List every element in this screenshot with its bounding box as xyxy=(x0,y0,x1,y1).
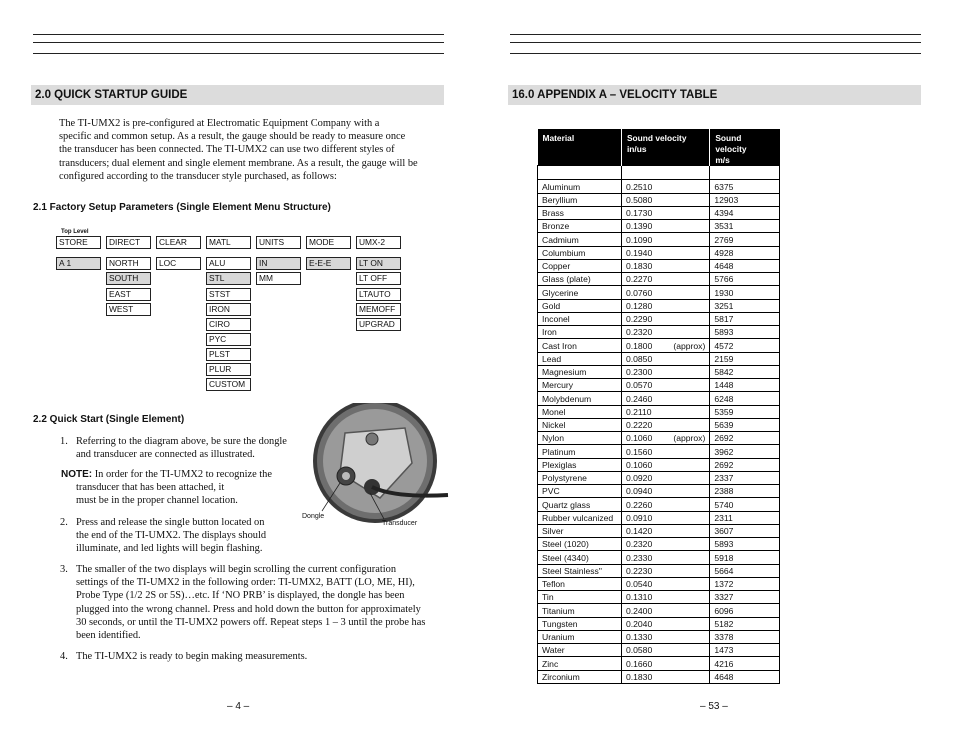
velocity-in-us-value: 0.2300 xyxy=(625,367,653,378)
table-row xyxy=(538,339,780,352)
step-line: been identified. xyxy=(76,630,141,642)
table-row xyxy=(538,418,780,431)
velocity-in-us-cell xyxy=(621,352,709,365)
menu-umx-lt-off: LT OFF xyxy=(356,272,401,285)
velocity-m-s-cell: 5639 xyxy=(710,418,780,431)
velocity-m-s-cell: 3531 xyxy=(710,220,780,233)
header-material: Material xyxy=(538,129,622,166)
velocity-in-us-value: 0.2260 xyxy=(625,499,653,510)
table-row xyxy=(538,657,780,670)
velocity-in-us-value: 0.1660 xyxy=(625,658,653,669)
table-row xyxy=(538,352,780,365)
material-cell: Zirconium xyxy=(538,670,622,683)
velocity-m-s-cell: 1930 xyxy=(710,286,780,299)
velocity-in-us-value: 0.2290 xyxy=(625,314,653,325)
table-row xyxy=(538,233,780,246)
material-cell: Monel xyxy=(538,405,622,418)
velocity-in-us-cell xyxy=(621,551,709,564)
velocity-m-s-cell: 6248 xyxy=(710,392,780,405)
velocity-m-s-cell: 4572 xyxy=(710,339,780,352)
menu-clear: CLEAR xyxy=(156,236,201,249)
material-cell: Teflon xyxy=(538,577,622,590)
table-row xyxy=(538,577,780,590)
material-cell: Glycerine xyxy=(538,286,622,299)
menu-direct-north: NORTH xyxy=(106,257,151,270)
velocity-in-us-value: 0.2220 xyxy=(625,420,653,431)
table-row xyxy=(538,630,780,643)
intro-line: transducers; dual element and single element membrane. As a result, the gauge will be xyxy=(59,157,418,169)
header-rule-1 xyxy=(33,34,444,35)
step-number: 3. xyxy=(60,564,68,575)
material-cell: Inconel xyxy=(538,312,622,325)
step-number: 4. xyxy=(60,651,68,662)
header-rule-3 xyxy=(510,53,921,54)
header-rule-1 xyxy=(510,34,921,35)
menu-direct: DIRECT xyxy=(106,236,151,249)
velocity-in-us-value: 0.1090 xyxy=(625,234,653,245)
menu-matl-plur: PLUR xyxy=(206,363,251,376)
velocity-in-us-cell xyxy=(621,458,709,471)
velocity-in-us-value: 0.2110 xyxy=(625,406,652,417)
table-row xyxy=(538,299,780,312)
velocity-in-us-cell xyxy=(621,379,709,392)
material-cell: Mercury xyxy=(538,379,622,392)
menu-matl-pyc: PYC xyxy=(206,333,251,346)
velocity-in-us-value: 0.0910 xyxy=(625,512,653,523)
velocity-in-us-cell xyxy=(621,312,709,325)
velocity-m-s-cell: 5664 xyxy=(710,564,780,577)
velocity-in-us-cell xyxy=(621,644,709,657)
material-cell: Steel (4340) xyxy=(538,551,622,564)
velocity-in-us-value: 0.2320 xyxy=(625,327,653,338)
velocity-in-us-cell xyxy=(621,591,709,604)
menu-matl-custom: CUSTOM xyxy=(206,378,251,391)
table-spacer-row xyxy=(538,166,780,180)
transducer-label: Transducer xyxy=(382,520,418,527)
approx-note: (approx) xyxy=(673,340,706,351)
table-row xyxy=(538,644,780,657)
velocity-in-us-value: 0.2230 xyxy=(625,565,653,576)
material-cell: Quartz glass xyxy=(538,498,622,511)
header-in-us: Sound velocity in/us xyxy=(621,129,709,166)
velocity-in-us-value: 0.2400 xyxy=(625,605,653,616)
table-row xyxy=(538,471,780,484)
velocity-in-us-cell xyxy=(621,233,709,246)
page-number: – 4 – xyxy=(227,701,250,712)
velocity-in-us-cell xyxy=(621,405,709,418)
velocity-in-us-value: 0.1060 xyxy=(625,433,653,444)
header-rule-2 xyxy=(33,42,444,43)
velocity-m-s-cell: 5918 xyxy=(710,551,780,564)
velocity-m-s-cell: 5842 xyxy=(710,365,780,378)
velocity-in-us-value: 0.1940 xyxy=(625,247,653,258)
velocity-m-s-cell: 4394 xyxy=(710,206,780,219)
velocity-in-us-value: 0.1560 xyxy=(625,446,653,457)
velocity-m-s-cell: 12903 xyxy=(710,193,780,206)
velocity-in-us-value: 0.1060 xyxy=(625,459,653,470)
menu-umx-upgrad: UPGRAD xyxy=(356,318,401,331)
material-cell: Nylon xyxy=(538,432,622,445)
approx-note: (approx) xyxy=(673,433,706,444)
menu-direct-west: WEST xyxy=(106,303,151,316)
menu-units: UNITS xyxy=(256,236,301,249)
velocity-m-s-cell: 2159 xyxy=(710,352,780,365)
velocity-in-us-cell xyxy=(621,365,709,378)
material-cell: Molybdenum xyxy=(538,392,622,405)
velocity-in-us-cell xyxy=(621,471,709,484)
menu-matl-stst: STST xyxy=(206,288,251,301)
section-title: 16.0 APPENDIX A – VELOCITY TABLE xyxy=(508,85,921,105)
menu-units-in: IN xyxy=(256,257,301,270)
velocity-in-us-value: 0.1830 xyxy=(625,261,653,272)
table-row xyxy=(538,604,780,617)
material-cell: Rubber vulcanized xyxy=(538,511,622,524)
velocity-in-us-cell xyxy=(621,339,709,352)
table-row xyxy=(538,206,780,219)
menu-mode-eee: E-E-E xyxy=(306,257,351,270)
velocity-m-s-cell: 2692 xyxy=(710,432,780,445)
velocity-table-wrap xyxy=(537,129,780,684)
material-cell: PVC xyxy=(538,485,622,498)
velocity-m-s-cell: 2311 xyxy=(710,511,780,524)
step-number: 2. xyxy=(60,517,68,528)
velocity-m-s-cell: 3607 xyxy=(710,524,780,537)
velocity-in-us-value: 0.1280 xyxy=(625,300,653,311)
velocity-in-us-cell xyxy=(621,511,709,524)
velocity-m-s-cell: 3962 xyxy=(710,445,780,458)
intro-line: specific and common setup. As a result, the gauge should be ready to measure once xyxy=(59,131,406,143)
intro-line: The TI-UMX2 is pre-configured at Electromatic Equipment Company with a xyxy=(59,118,380,129)
menu-umx2: UMX-2 xyxy=(356,236,401,249)
velocity-in-us-cell xyxy=(621,273,709,286)
header-rule-3 xyxy=(33,53,444,54)
material-cell: Copper xyxy=(538,259,622,272)
menu-store-a1: A 1 xyxy=(56,257,101,270)
note-block xyxy=(61,468,301,508)
velocity-m-s-cell: 5766 xyxy=(710,273,780,286)
dongle-label: Dongle xyxy=(302,513,325,520)
menu-store: STORE xyxy=(56,236,101,249)
table-row xyxy=(538,445,780,458)
velocity-in-us-cell xyxy=(621,432,709,445)
table-row xyxy=(538,511,780,524)
material-cell: Titanium xyxy=(538,604,622,617)
menu-matl-alu: ALU xyxy=(206,257,251,270)
material-cell: Iron xyxy=(538,326,622,339)
velocity-in-us-value: 0.5080 xyxy=(625,194,653,205)
velocity-in-us-cell xyxy=(621,286,709,299)
subsection-2-1-heading: 2.1 Factory Setup Parameters (Single Element Menu Structure) xyxy=(33,202,331,213)
velocity-in-us-cell xyxy=(621,630,709,643)
velocity-in-us-cell xyxy=(621,538,709,551)
table-row xyxy=(538,551,780,564)
velocity-in-us-value: 0.2460 xyxy=(625,393,653,404)
material-cell: Steel (1020) xyxy=(538,538,622,551)
step-line: illuminate, and led lights will begin flashing. xyxy=(76,543,263,555)
menu-matl-stl: STL xyxy=(206,272,251,285)
step-line: settings of the TI-UMX2 in the following order: TI-UMX2, BATT (LO, ME, HI), xyxy=(76,577,415,589)
table-row xyxy=(538,246,780,259)
material-cell: Tungsten xyxy=(538,617,622,630)
velocity-in-us-cell xyxy=(621,206,709,219)
material-cell: Nickel xyxy=(538,418,622,431)
step-line: 30 seconds, or until the TI-UMX2 powers off. Repeat steps 1 – 3 until the probe has xyxy=(76,616,426,628)
material-cell: Plexiglas xyxy=(538,458,622,471)
velocity-m-s-cell: 4216 xyxy=(710,657,780,670)
velocity-in-us-value: 0.2270 xyxy=(625,274,653,285)
material-cell: Silver xyxy=(538,524,622,537)
velocity-in-us-value: 0.2510 xyxy=(625,181,653,192)
velocity-in-us-cell xyxy=(621,670,709,683)
material-cell: Zinc xyxy=(538,657,622,670)
material-cell: Tin xyxy=(538,591,622,604)
menu-matl-plst: PLST xyxy=(206,348,251,361)
table-row xyxy=(538,524,780,537)
material-cell: Steel Stainless" xyxy=(538,564,622,577)
note-line: must be in the proper channel location. xyxy=(76,495,238,507)
table-row xyxy=(538,485,780,498)
velocity-table xyxy=(537,129,780,684)
velocity-m-s-cell: 3378 xyxy=(710,630,780,643)
velocity-in-us-cell xyxy=(621,180,709,193)
velocity-in-us-value: 0.0570 xyxy=(625,380,653,391)
menu-units-mm: MM xyxy=(256,272,301,285)
velocity-m-s-cell: 6375 xyxy=(710,180,780,193)
velocity-m-s-cell: 5359 xyxy=(710,405,780,418)
table-row xyxy=(538,286,780,299)
table-row xyxy=(538,273,780,286)
velocity-in-us-cell xyxy=(621,392,709,405)
material-cell: Cast Iron xyxy=(538,339,622,352)
velocity-in-us-value: 0.1420 xyxy=(625,526,653,537)
velocity-m-s-cell: 2692 xyxy=(710,458,780,471)
step-1 xyxy=(60,435,305,461)
material-cell: Beryllium xyxy=(538,193,622,206)
velocity-m-s-cell: 3327 xyxy=(710,591,780,604)
table-row xyxy=(538,180,780,193)
velocity-in-us-value: 0.0940 xyxy=(625,486,653,497)
step-line: the end of the TI-UMX2. The displays should xyxy=(76,530,267,542)
intro-line: the transducer has been connected. The TI-UMX2 can use two different styles of xyxy=(59,144,395,156)
velocity-m-s-cell: 3251 xyxy=(710,299,780,312)
step-line: The TI-UMX2 is ready to begin making measurements. xyxy=(76,651,308,662)
menu-clear-loc: LOC xyxy=(156,257,201,270)
menu-matl: MATL xyxy=(206,236,251,249)
table-row xyxy=(538,259,780,272)
note-line: transducer that has been attached, it xyxy=(76,482,225,494)
velocity-in-us-cell xyxy=(621,445,709,458)
table-row xyxy=(538,365,780,378)
material-cell: Polystyrene xyxy=(538,471,622,484)
velocity-m-s-cell: 5182 xyxy=(710,617,780,630)
step-line: Referring to the diagram above, be sure the dongle xyxy=(76,436,287,447)
material-cell: Columbium xyxy=(538,246,622,259)
table-row xyxy=(538,564,780,577)
note-line: In order for the TI-UMX2 to recognize the xyxy=(94,469,272,480)
table-row xyxy=(538,326,780,339)
velocity-in-us-cell xyxy=(621,604,709,617)
velocity-in-us-cell xyxy=(621,485,709,498)
velocity-in-us-value: 0.0920 xyxy=(625,473,653,484)
velocity-m-s-cell: 5893 xyxy=(710,326,780,339)
table-row xyxy=(538,458,780,471)
velocity-in-us-value: 0.0580 xyxy=(625,645,653,656)
material-cell: Magnesium xyxy=(538,365,622,378)
velocity-in-us-value: 0.1330 xyxy=(625,632,653,643)
velocity-in-us-cell xyxy=(621,418,709,431)
velocity-in-us-cell xyxy=(621,299,709,312)
table-row xyxy=(538,538,780,551)
velocity-in-us-cell xyxy=(621,617,709,630)
velocity-in-us-value: 0.1310 xyxy=(625,592,653,603)
material-cell: Glass (plate) xyxy=(538,273,622,286)
table-row xyxy=(538,220,780,233)
material-cell: Aluminum xyxy=(538,180,622,193)
menu-mode: MODE xyxy=(306,236,351,249)
velocity-m-s-cell: 4648 xyxy=(710,259,780,272)
table-row xyxy=(538,591,780,604)
velocity-m-s-cell: 1448 xyxy=(710,379,780,392)
menu-matl-iron: IRON xyxy=(206,303,251,316)
subsection-2-2-heading: 2.2 Quick Start (Single Element) xyxy=(33,414,185,425)
step-3 xyxy=(60,563,450,642)
velocity-m-s-cell: 4648 xyxy=(710,670,780,683)
velocity-in-us-value: 0.1800 xyxy=(625,340,653,351)
step-number: 1. xyxy=(60,436,68,447)
velocity-in-us-value: 0.1730 xyxy=(625,208,653,219)
material-cell: Uranium xyxy=(538,630,622,643)
menu-direct-south: SOUTH xyxy=(106,272,151,285)
velocity-in-us-cell xyxy=(621,564,709,577)
velocity-in-us-value: 0.0760 xyxy=(625,287,653,298)
velocity-m-s-cell: 1372 xyxy=(710,577,780,590)
section-title: 2.0 QUICK STARTUP GUIDE xyxy=(31,85,444,105)
material-cell: Brass xyxy=(538,206,622,219)
table-row xyxy=(538,498,780,511)
velocity-in-us-cell xyxy=(621,657,709,670)
velocity-in-us-cell xyxy=(621,524,709,537)
velocity-in-us-cell xyxy=(621,246,709,259)
header-rule-2 xyxy=(510,42,921,43)
table-row xyxy=(538,392,780,405)
material-cell: Water xyxy=(538,644,622,657)
step-line: The smaller of the two displays will begin scrolling the current configuration xyxy=(76,564,397,575)
velocity-m-s-cell: 5893 xyxy=(710,538,780,551)
intro-paragraph xyxy=(59,117,449,183)
header-m-s: Sound velocity m/s xyxy=(710,129,780,166)
velocity-in-us-cell xyxy=(621,326,709,339)
menu-umx-memoff: MEMOFF xyxy=(356,303,401,316)
table-row xyxy=(538,670,780,683)
page-number: – 53 – xyxy=(700,701,728,712)
velocity-in-us-value: 0.0540 xyxy=(625,579,653,590)
table-header-row xyxy=(538,129,780,166)
velocity-m-s-cell: 4928 xyxy=(710,246,780,259)
menu-umx-ltauto: LTAUTO xyxy=(356,288,401,301)
velocity-in-us-value: 0.1830 xyxy=(625,671,653,682)
step-2 xyxy=(60,516,305,556)
top-level-label: Top Level xyxy=(61,229,89,235)
velocity-in-us-value: 0.2040 xyxy=(625,618,653,629)
step-4 xyxy=(60,650,450,663)
step-line: Probe Type (1/2 2S or 5S)…etc. If ‘NO PRB’ is displayed, the dongle has been xyxy=(76,590,405,602)
menu-direct-east: EAST xyxy=(106,288,151,301)
velocity-in-us-cell xyxy=(621,193,709,206)
intro-line: configured according to the transducer style purchased, as follows: xyxy=(59,170,337,182)
velocity-in-us-value: 0.2330 xyxy=(625,552,653,563)
material-cell: Bronze xyxy=(538,220,622,233)
table-row xyxy=(538,193,780,206)
table-row xyxy=(538,617,780,630)
velocity-in-us-value: 0.0850 xyxy=(625,353,653,364)
velocity-in-us-value: 0.1390 xyxy=(625,221,653,232)
velocity-in-us-value: 0.2320 xyxy=(625,539,653,550)
table-row xyxy=(538,312,780,325)
step-line: Press and release the single button located on xyxy=(76,517,265,528)
material-cell: Platinum xyxy=(538,445,622,458)
menu-umx-lt-on: LT ON xyxy=(356,257,401,270)
velocity-m-s-cell: 2769 xyxy=(710,233,780,246)
menu-matl-ciro: CIRO xyxy=(206,318,251,331)
note-label: NOTE: xyxy=(61,469,93,480)
velocity-m-s-cell: 1473 xyxy=(710,644,780,657)
device-photo xyxy=(300,403,450,533)
velocity-in-us-cell xyxy=(621,220,709,233)
table-row xyxy=(538,432,780,445)
velocity-m-s-cell: 6096 xyxy=(710,604,780,617)
table-body xyxy=(538,166,780,684)
material-cell: Gold xyxy=(538,299,622,312)
velocity-m-s-cell: 2388 xyxy=(710,485,780,498)
material-cell: Lead xyxy=(538,352,622,365)
velocity-in-us-cell xyxy=(621,577,709,590)
table-row xyxy=(538,379,780,392)
material-cell: Cadmium xyxy=(538,233,622,246)
velocity-m-s-cell: 5817 xyxy=(710,312,780,325)
step-line: and transducer are connected as illustrated. xyxy=(76,449,255,461)
table-row xyxy=(538,405,780,418)
velocity-m-s-cell: 2337 xyxy=(710,471,780,484)
step-line: plugged into the wrong channel. Press and hold down the button for approximately xyxy=(76,603,421,615)
velocity-m-s-cell: 5740 xyxy=(710,498,780,511)
velocity-in-us-cell xyxy=(621,498,709,511)
velocity-in-us-cell xyxy=(621,259,709,272)
